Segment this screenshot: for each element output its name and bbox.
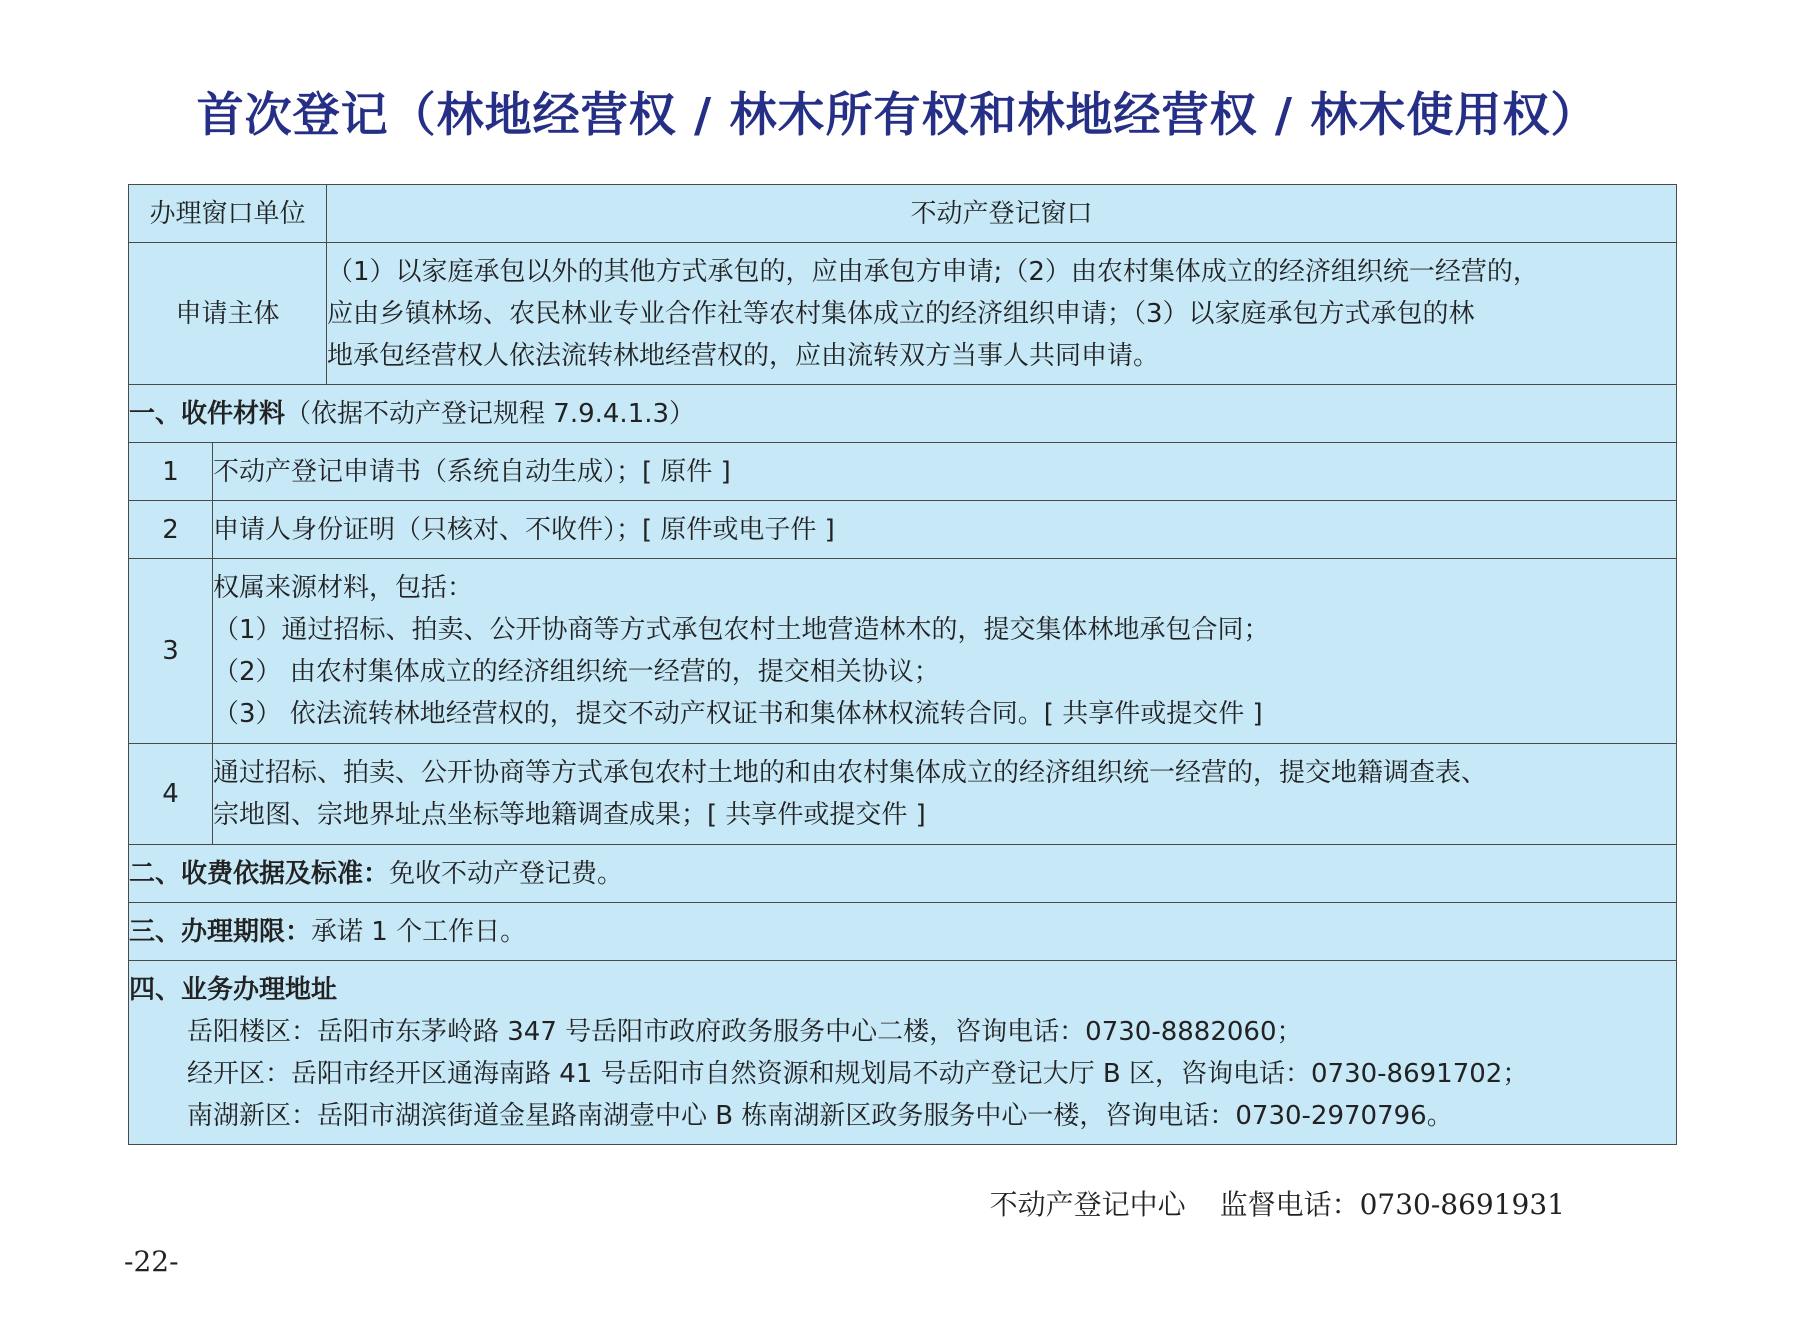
fee-cell: [129, 845, 1677, 903]
material-line: （3） 依法流转林地经营权的，提交不动产权证书和集体林权流转合同。[ 共享件或提交件 ]: [213, 699, 1263, 729]
materials-heading-row: [129, 385, 1677, 443]
page-number: -22-: [124, 1245, 179, 1278]
material-item-2: [129, 501, 1677, 559]
fee-heading: 二、收费依据及标准：: [129, 858, 390, 889]
material-number: 2: [129, 501, 213, 559]
address-row: [129, 961, 1677, 1145]
material-line: 宗地图、宗地界址点坐标等地籍调查成果；[ 共享件或提交件 ]: [213, 800, 926, 830]
material-line: 权属来源材料，包括：: [213, 573, 474, 603]
address-heading: 四、业务办理地址: [129, 974, 338, 1005]
fee-value: 免收不动产登记费。: [389, 858, 624, 889]
materials-heading-label: 一、收件材料: [129, 398, 286, 429]
materials-basis: （依据不动产登记规程 7.9.4.1.3）: [285, 398, 696, 429]
material-number: 1: [129, 443, 213, 501]
material-text: 申请人身份证明（只核对、不收件）；[ 原件或电子件 ]: [213, 501, 1677, 559]
material-number: 4: [129, 744, 213, 845]
period-heading: 三、办理期限：: [129, 916, 312, 947]
window-unit-row: [129, 185, 1677, 243]
registration-table: [128, 184, 1677, 1145]
applicant-row: [129, 243, 1677, 385]
applicant-text: [327, 243, 1677, 385]
materials-heading: [129, 385, 1677, 443]
applicant-line: 应由乡镇林场、农民林业专业合作社等农村集体成立的经济组织申请；（3）以家庭承包方式承包的林: [327, 298, 1475, 329]
period-row: [129, 903, 1677, 961]
material-text: 不动产登记申请书（系统自动生成）；[ 原件 ]: [213, 443, 1677, 501]
material-text: [213, 559, 1677, 744]
period-cell: [129, 903, 1677, 961]
address-line: 南湖新区：岳阳市湖滨街道金星路南湖壹中心 B 栋南湖新区政务服务中心一楼，咨询电话：0730-2970796。: [187, 1100, 1453, 1131]
window-unit-value: 不动产登记窗口: [327, 185, 1677, 243]
address-line: 岳阳楼区：岳阳市东茅岭路 347 号岳阳市政府政务服务中心二楼，咨询电话：0730-8882060；: [187, 1016, 1303, 1047]
material-item-3: [129, 559, 1677, 744]
material-line: （1）通过招标、拍卖、公开协商等方式承包农村土地营造林木的，提交集体林地承包合同；: [213, 615, 1270, 645]
footer-signature: [990, 1183, 1565, 1223]
applicant-line: 地承包经营权人依法流转林地经营权的，应由流转双方当事人共同申请。: [327, 340, 1160, 371]
material-text: [213, 744, 1677, 845]
material-number: 3: [129, 559, 213, 744]
material-item-1: [129, 443, 1677, 501]
material-line: （2） 由农村集体成立的经济组织统一经营的，提交相关协议；: [213, 657, 940, 687]
footer-hotline: 监督电话：0730-8691931: [1219, 1188, 1565, 1221]
applicant-label: 申请主体: [129, 243, 327, 385]
address-cell: [129, 961, 1677, 1145]
fee-row: [129, 845, 1677, 903]
applicant-line: （1）以家庭承包以外的其他方式承包的，应由承包方申请;（2）由农村集体成立的经济组织统一经营的，: [327, 256, 1539, 287]
period-value: 承诺 1 个工作日。: [311, 916, 527, 947]
window-unit-label: 办理窗口单位: [129, 185, 327, 243]
address-line: 经开区：岳阳市经开区通海南路 41 号岳阳市自然资源和规划局不动产登记大厅 B 区，咨询电话：0730-8691702；: [187, 1058, 1529, 1089]
material-line: 通过招标、拍卖、公开协商等方式承包农村土地的和由农村集体成立的经济组织统一经营的，提交地籍调查表、: [213, 758, 1488, 788]
footer-org: 不动产登记中心: [989, 1188, 1186, 1221]
page-title: 首次登记（林地经营权 / 林木所有权和林地经营权 / 林木使用权）: [196, 88, 1599, 143]
material-item-4: [129, 744, 1677, 845]
